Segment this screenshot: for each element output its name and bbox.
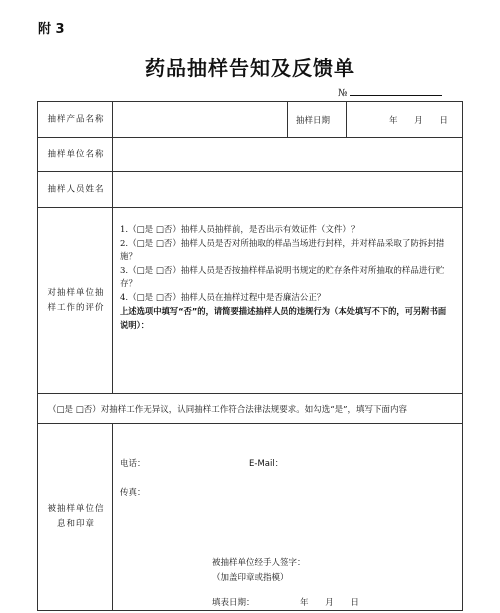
sampling-unit-field[interactable] bbox=[113, 138, 462, 171]
question-2: 2.（□是 □否）抽样人员是否对所抽取的样品当场进行封样，并对样品采取了防拆封措施？ bbox=[120, 238, 445, 262]
sampled-unit-label: 被抽样单位信息和印章 bbox=[47, 504, 105, 529]
fax-label: 传真： bbox=[120, 488, 146, 498]
sampling-date-placeholder: 年 月 日 bbox=[389, 116, 448, 126]
row-sampled-unit bbox=[38, 424, 462, 610]
violation-instruction: 上述选项中填写“否”的，请简要描述抽样人员的违规行为（本处填写不下的，可另附书面说明）： bbox=[120, 306, 447, 330]
sampling-form-table bbox=[37, 101, 463, 611]
sampler-name-label: 抽样人员姓名 bbox=[47, 184, 105, 194]
form-number bbox=[338, 86, 442, 99]
evaluation-label: 对抽样单位抽样工作的评价 bbox=[47, 287, 105, 313]
agreement-text: （□是 □否）对抽样工作无异议，认同抽样工作符合法律法规要求。如勾选“是”，填写下面内容 bbox=[48, 405, 407, 415]
question-1: 1.（□是 □否）抽样人员抽样前，是否出示有效证件（文件）？ bbox=[120, 225, 360, 235]
sampling-unit-label-cell bbox=[38, 138, 113, 171]
product-name-label: 抽样产品名称 bbox=[47, 114, 105, 124]
fill-date-label: 填表日期： bbox=[212, 598, 255, 608]
sampler-name-field[interactable] bbox=[113, 172, 462, 207]
sampling-date-label: 抽样日期 bbox=[296, 116, 331, 126]
evaluation-label-cell bbox=[38, 208, 113, 393]
sampled-unit-label-cell bbox=[38, 424, 113, 610]
sampling-date-label-cell bbox=[288, 102, 347, 137]
number-label: № bbox=[338, 88, 348, 99]
signature-label: 被抽样单位经手人签字： bbox=[212, 558, 306, 568]
email-label: E-Mail： bbox=[249, 459, 284, 469]
row-sampling-unit bbox=[38, 138, 462, 172]
row-evaluation bbox=[38, 208, 462, 394]
number-blank[interactable] bbox=[350, 86, 442, 96]
annex-label: 附 3 bbox=[38, 22, 65, 37]
document-title: 药品抽样告知及反馈单 bbox=[145, 56, 355, 80]
evaluation-questions bbox=[120, 224, 454, 332]
product-name-label-cell bbox=[38, 102, 113, 137]
question-4: 4.（□是 □否）抽样人员在抽样过程中是否廉洁公正？ bbox=[120, 292, 326, 303]
row-product bbox=[38, 102, 462, 138]
phone-label: 电话： bbox=[120, 459, 146, 469]
seal-note: （加盖印章或指模） bbox=[212, 573, 289, 583]
product-name-field[interactable] bbox=[113, 102, 288, 137]
row-agreement bbox=[38, 394, 462, 424]
sampling-unit-label: 抽样单位名称 bbox=[47, 149, 105, 159]
row-sampler-name bbox=[38, 172, 462, 208]
question-3: 3.（□是 □否）抽样人员是否按抽样样品说明书规定的贮存条件对所抽取的样品进行贮存？ bbox=[120, 265, 445, 289]
sampler-name-label-cell bbox=[38, 172, 113, 207]
fill-date-placeholder: 年 月 日 bbox=[300, 598, 359, 608]
sampling-date-field[interactable] bbox=[347, 102, 462, 137]
